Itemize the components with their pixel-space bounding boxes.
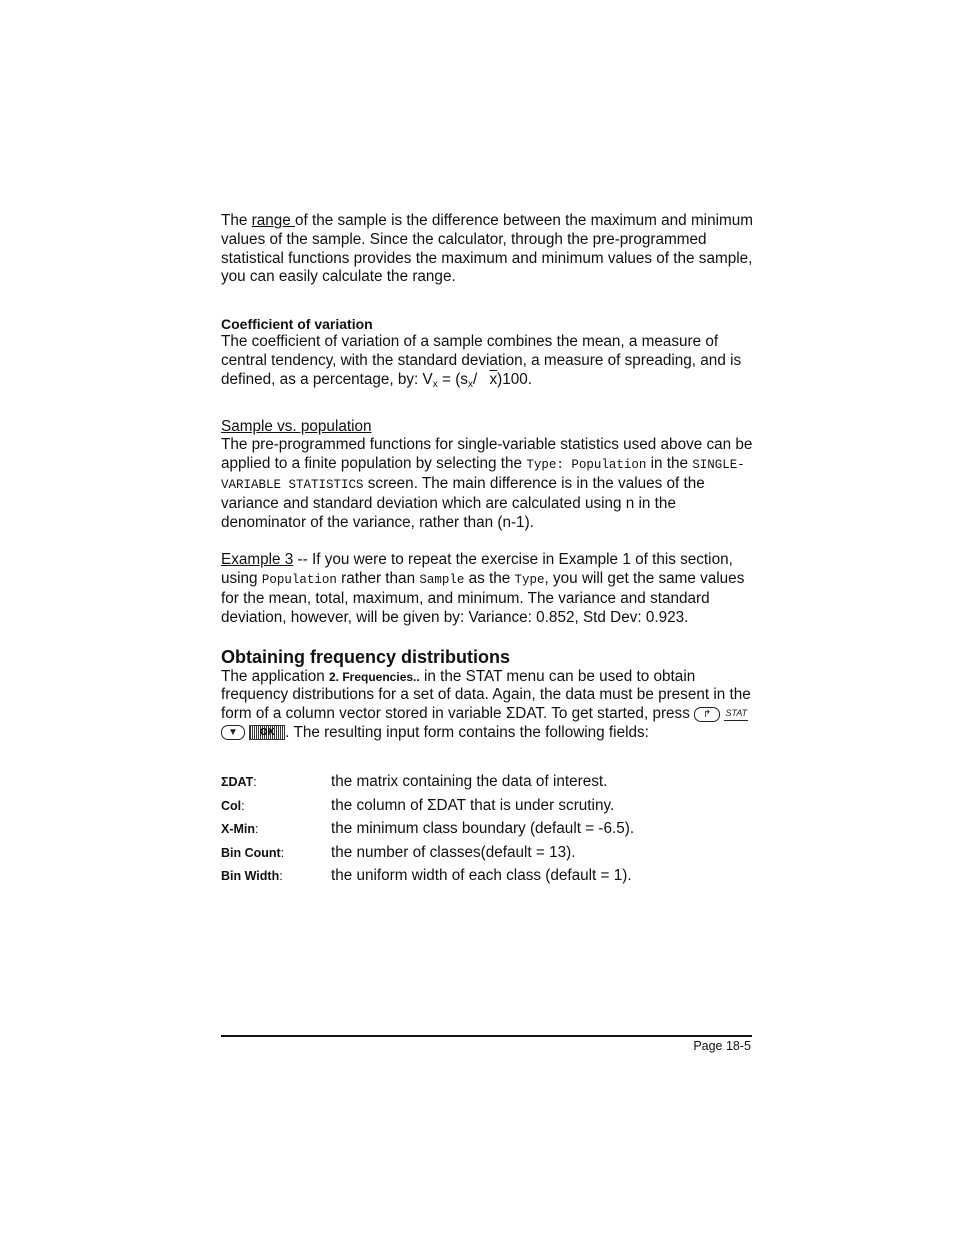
text: screen. The main difference is in the values of the variance and standard deviation which are calculated using n in the denominator of the variance, rather than (n-1). [221,474,705,531]
text: The pre-programmed functions for single-variable statistics used above can be applied to a finite population by selecting the [221,436,753,473]
subscript: x [432,378,438,390]
field-description: the uniform width of each class (default = 1). [331,867,632,885]
text: )100. [497,370,532,388]
colon: : [241,798,245,813]
field-list [221,771,756,889]
field-description: the number of classes(default = 13). [331,843,576,861]
example3-paragraph [221,551,756,627]
code: Type [514,573,545,588]
field-row [221,865,756,889]
app-name: 2. Frequencies.. [329,669,420,684]
text: The [221,212,252,229]
footer-rule [221,1035,752,1037]
colon: : [255,822,259,837]
field-name [221,846,331,860]
text: , you will get the same values for the mean, total, maximum, and minimum. The variance and standard deviation, however, will be given by: Variance: 0.852, Std Dev: 0.923. [221,570,745,626]
text: -- If you were to repeat the exercise in Example 1 of this section, using [221,551,733,588]
field-description: the minimum class boundary (default = -6.5). [331,820,635,838]
text: rather than [336,570,420,588]
svp-heading: Sample vs. population [221,417,372,435]
text: . The resulting input form contains the following fields: [285,723,649,741]
code: SINGLE-VARIABLE STATISTICS [221,458,745,492]
stat-key-icon: STAT [724,707,748,721]
ok-softkey-icon: OK [249,725,285,740]
field-row [221,794,756,818]
example-label: Example 3 [221,551,294,569]
field-name-text: Bin Width [221,869,280,884]
text: in the [646,455,693,473]
field-row [221,771,756,795]
colon: : [279,869,283,884]
text: of the sample is the difference between the maximum and minimum values of the sample. Since the calculator, through the pre-programmed statistical functions provides the maximum and minimum values of the sample, you can easily calculate the range. [221,212,753,286]
field-name [221,775,331,789]
code: Sample [419,573,465,588]
freq-heading: Obtaining frequency distributions [221,646,511,667]
svp-paragraph [221,436,756,532]
text: in the STAT menu can be used to obtain frequency distributions for a set of data. Again, the data must be present in the form of a column vector stored in variable ΣDAT. To get started, press [221,667,751,723]
right-shift-key-icon: ↱ [694,707,720,722]
colon: : [280,845,285,860]
field-name [221,799,331,813]
field-name [221,869,331,883]
field-name [221,822,331,836]
field-description: the matrix containing the data of interest. [331,773,608,791]
page-body [221,212,756,888]
field-name-text: ΣDAT [221,775,254,790]
range-term: range [251,212,295,229]
field-description: the column of ΣDAT that is under scrutiny. [331,796,615,814]
field-name-text: Bin Count [221,845,281,860]
freq-paragraph [221,668,756,743]
down-arrow-key-icon: ▼ [221,725,245,740]
x-bar: $\overline{x}$ [489,370,498,388]
colon: : [253,775,257,790]
text: = (s [437,370,468,388]
cov-heading: Coefficient of variation [221,316,373,333]
subscript: x [467,378,473,390]
code: Type: Population [526,458,647,473]
text: / [472,370,482,388]
cov-paragraph [221,333,756,389]
field-name-text: Col [221,798,242,813]
range-paragraph [221,212,756,287]
field-row [221,841,756,865]
code: Population [261,573,337,588]
field-name-text: X-Min [221,822,256,837]
text: The application [221,667,329,685]
field-row [221,818,756,842]
text: as the [464,570,515,588]
page-number: Page 18-5 [693,1039,751,1053]
text: The coefficient of variation of a sample combines the mean, a measure of central tendency, with the standard deviation, a measure of spreading, and is defined, as a percentage, by: V [221,333,742,388]
